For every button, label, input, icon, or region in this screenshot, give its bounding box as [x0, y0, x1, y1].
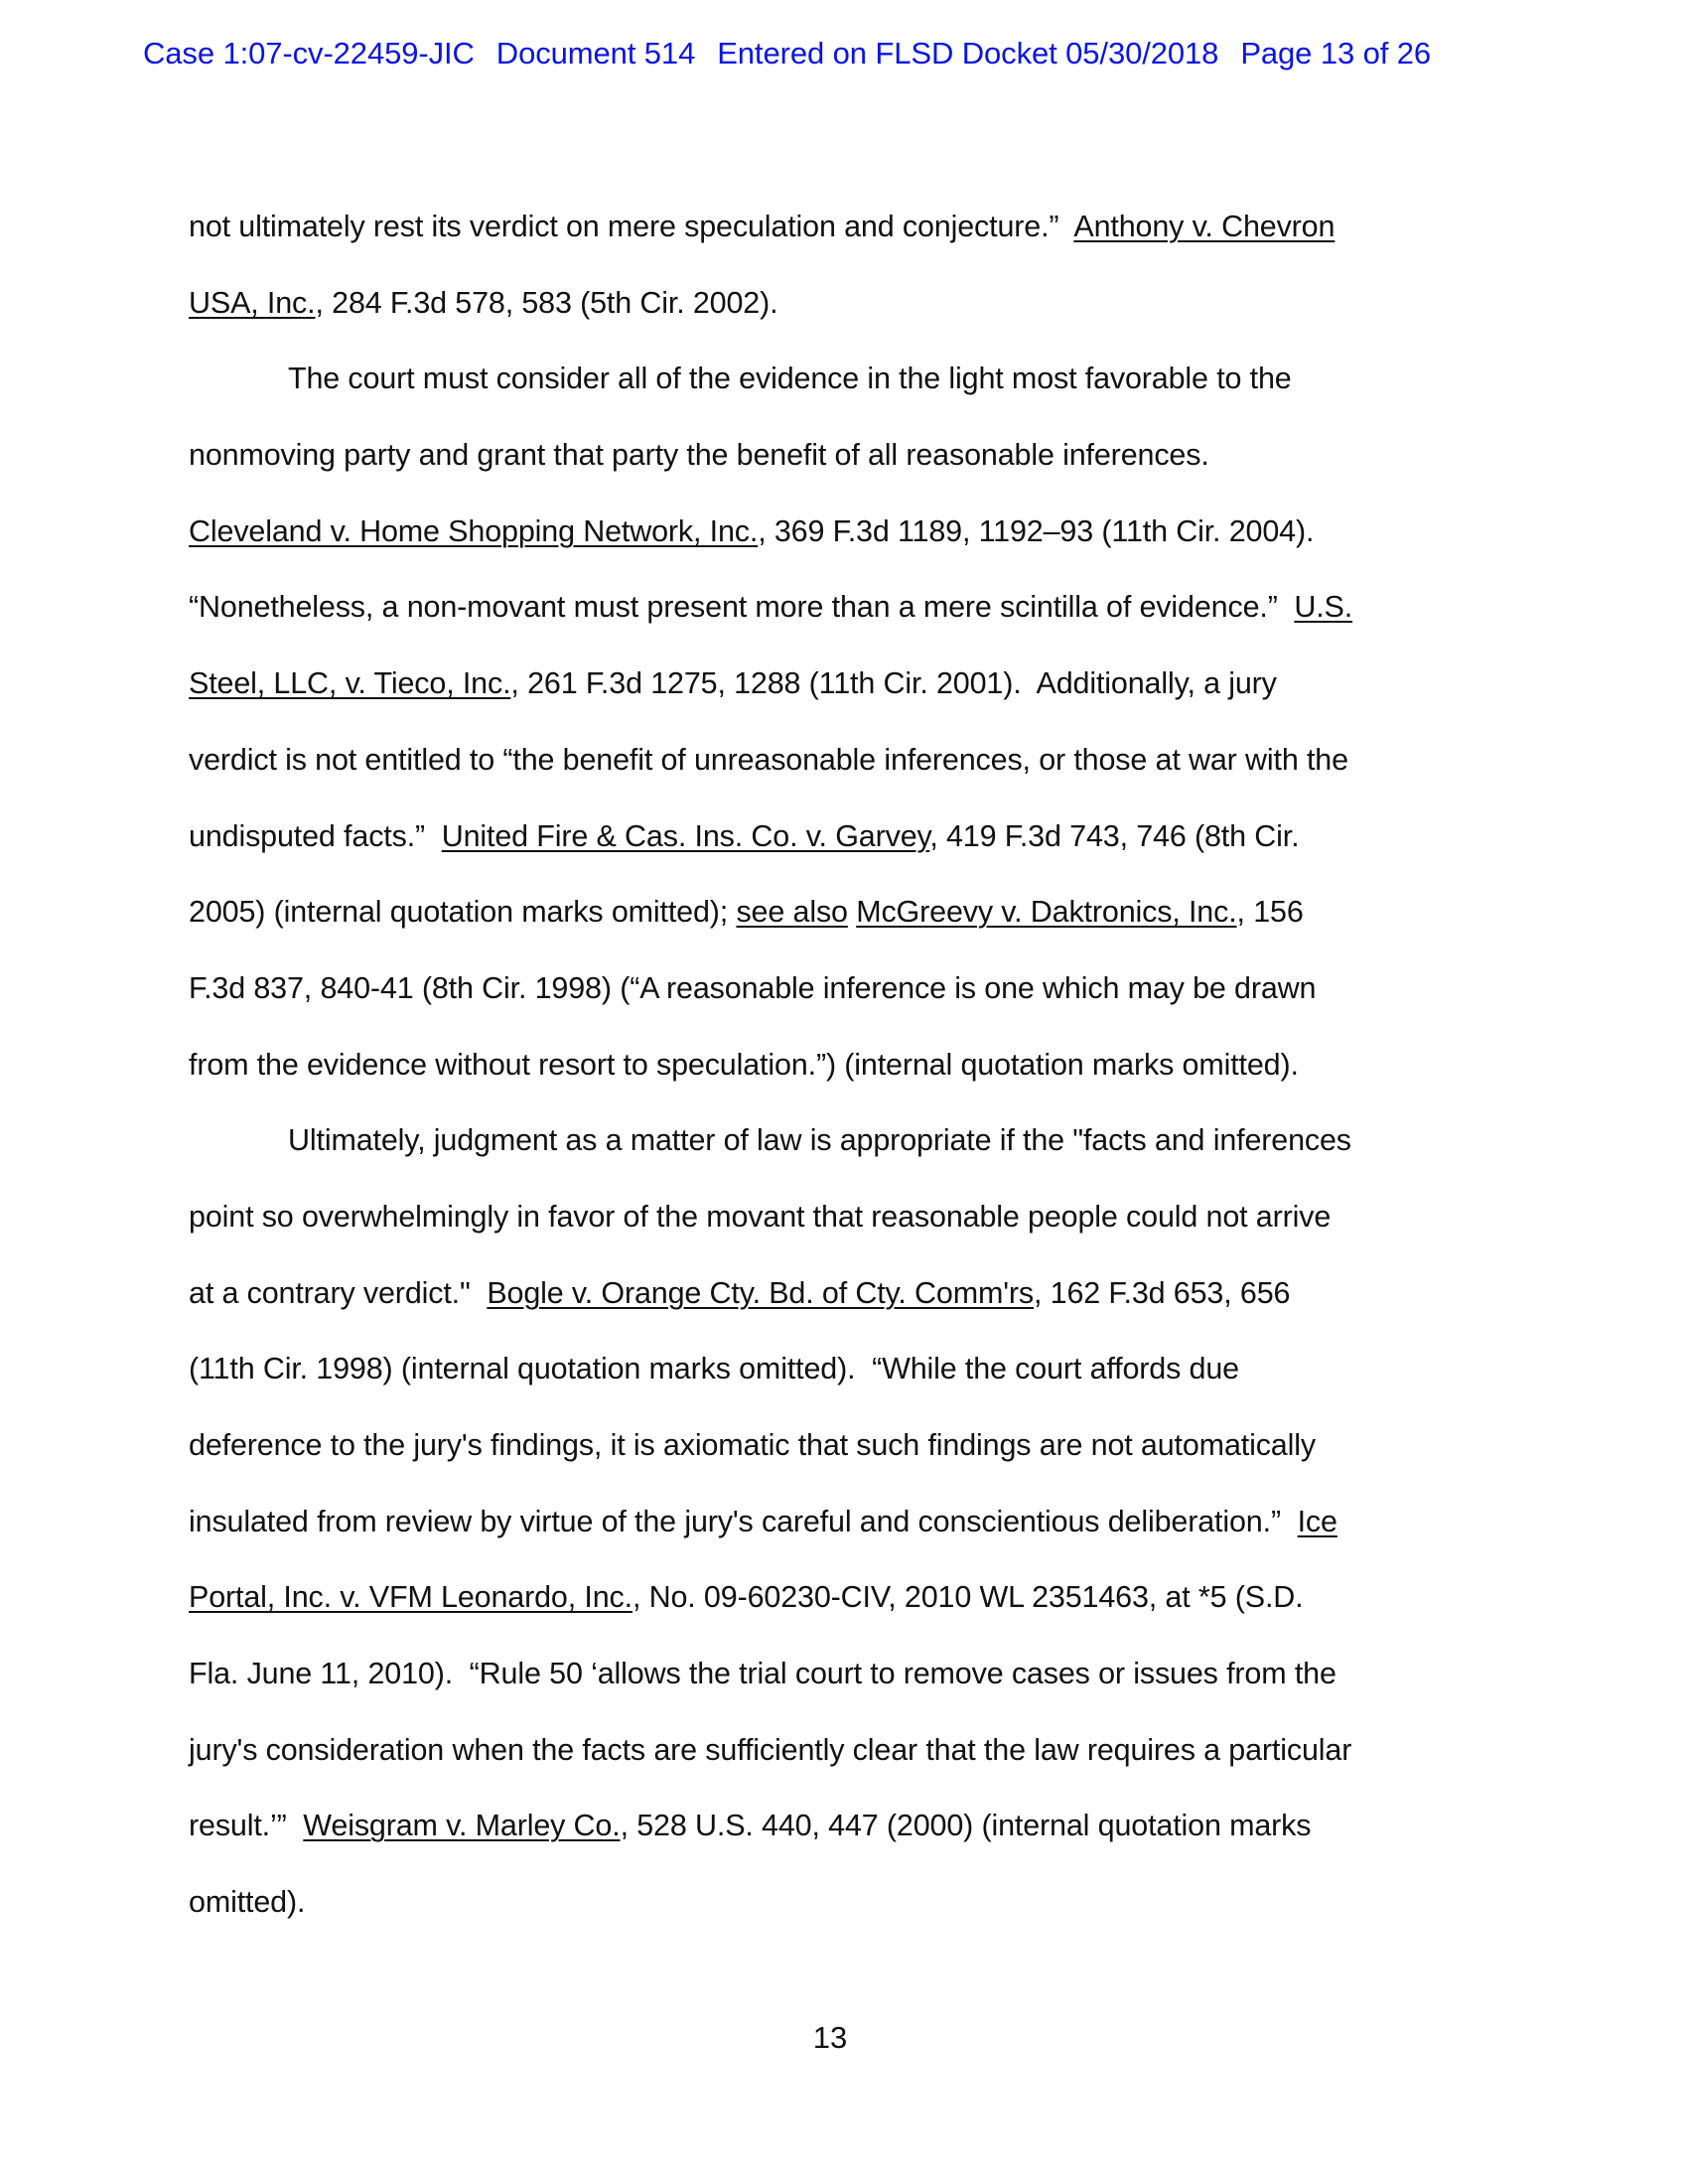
- text-line: [189, 1273, 1479, 1350]
- text-segment: not ultimately rest its verdict on mere speculation and conjecture.”: [189, 210, 1074, 243]
- text-segment: , 261 F.3d 1275, 1288 (11th Cir. 2001). Additionally, a jury: [510, 666, 1277, 701]
- text-line: [189, 435, 1479, 511]
- text-segment: , 419 F.3d 743, 746 (8th Cir.: [929, 818, 1300, 853]
- text-segment: , No. 09-60230-CIV, 2010 WL 2351463, at *5 (S.D.: [632, 1580, 1304, 1615]
- docket-header: [143, 36, 1553, 72]
- text-line: [189, 1730, 1479, 1807]
- text-line: [189, 892, 1479, 968]
- text-segment: [848, 895, 856, 929]
- text-segment: , 284 F.3d 578, 583 (5th Cir. 2002).: [315, 285, 778, 320]
- text-line: [189, 1882, 1479, 1959]
- text-line: [189, 283, 1479, 360]
- text-line: [189, 968, 1479, 1045]
- text-segment: nonmoving party and grant that party the benefit of all reasonable inferences.: [189, 438, 1209, 473]
- text-line: [189, 663, 1479, 740]
- text-segment: insulated from review by virtue of the jury's careful and conscientious deliberation.”: [189, 1504, 1298, 1538]
- document-body: [189, 207, 1479, 1959]
- text-segment: omitted).: [189, 1885, 306, 1920]
- text-segment: F.3d 837, 840-41 (8th Cir. 1998) (“A reasonable inference is one which may be drawn: [189, 970, 1317, 1005]
- text-line: [189, 1120, 1479, 1197]
- text-segment: point so overwhelmingly in favor of the movant that reasonable people could not arrive: [189, 1199, 1332, 1234]
- text-segment: (11th Cir. 1998) (internal quotation marks omitted). “While the court affords due: [189, 1352, 1239, 1386]
- text-line: [189, 1425, 1479, 1502]
- text-segment: , 162 F.3d 653, 656: [1034, 1275, 1291, 1310]
- text-line: [189, 1806, 1479, 1882]
- text-segment: “Nonetheless, a non-movant must present more than a mere scintilla of evidence.”: [189, 590, 1295, 625]
- case-citation: Cleveland v. Home Shopping Network, Inc.: [189, 513, 759, 548]
- text-line: [189, 816, 1479, 893]
- text-segment: , 369 F.3d 1189, 1192–93 (11th Cir. 2004).: [758, 513, 1315, 548]
- text-segment: undisputed facts.”: [189, 818, 442, 853]
- case-citation: see also: [736, 895, 848, 930]
- text-segment: deference to the jury's findings, it is axiomatic that such findings are not automatically: [189, 1428, 1316, 1462]
- case-citation: McGreevy v. Daktronics, Inc.: [856, 895, 1237, 930]
- text-line: [189, 1045, 1479, 1121]
- text-segment: Fla. June 11, 2010). “Rule 50 ‘allows the trial court to remove cases or issues from the: [189, 1657, 1336, 1691]
- text-line: [189, 740, 1479, 816]
- case-citation: USA, Inc.: [189, 285, 316, 320]
- text-segment: The court must consider all of the evidence in the light most favorable to the: [288, 362, 1292, 396]
- text-segment: at a contrary verdict.": [189, 1275, 488, 1310]
- case-citation: Ice: [1297, 1504, 1337, 1538]
- case-citation: Bogle v. Orange Cty. Bd. of Cty. Comm'rs: [487, 1275, 1035, 1310]
- text-line: [189, 359, 1479, 435]
- text-segment: 2005) (internal quotation marks omitted);: [189, 895, 737, 930]
- text-line: [189, 1349, 1479, 1425]
- entered-on-docket: Entered on FLSD Docket 05/30/2018: [717, 36, 1219, 71]
- case-citation: Anthony v. Chevron: [1073, 210, 1336, 243]
- case-citation: Steel, LLC, v. Tieco, Inc.: [189, 666, 511, 701]
- text-segment: result.’”: [189, 1809, 304, 1843]
- text-line: [189, 1197, 1479, 1273]
- text-segment: , 528 U.S. 440, 447 (2000) (internal quotation marks: [620, 1809, 1312, 1843]
- text-segment: verdict is not entitled to “the benefit of unreasonable inferences, or those at war with the: [189, 742, 1348, 777]
- text-segment: Ultimately, judgment as a matter of law is appropriate if the "facts and inferences: [288, 1123, 1351, 1158]
- text-segment: from the evidence without resort to speculation.”) (internal quotation marks omitted).: [189, 1047, 1299, 1082]
- case-citation: U.S.: [1294, 590, 1353, 625]
- text-segment: , 156: [1236, 895, 1304, 930]
- case-citation: United Fire & Cas. Ins. Co. v. Garvey: [441, 818, 930, 853]
- case-citation: Weisgram v. Marley Co.: [303, 1809, 621, 1843]
- case-number: Case 1:07-cv-22459-JIC: [143, 36, 475, 71]
- page-number: 13: [812, 2020, 848, 2055]
- text-line: [189, 207, 1479, 283]
- text-line: [189, 1654, 1479, 1730]
- document-number: Document 514: [495, 36, 696, 71]
- page-of-total: Page 13 of 26: [1240, 36, 1432, 71]
- case-citation: Portal, Inc. v. VFM Leonardo, Inc.: [189, 1580, 633, 1615]
- text-segment: jury's consideration when the facts are sufficiently clear that the law requires a particular: [189, 1732, 1352, 1767]
- text-line: [189, 1577, 1479, 1654]
- text-line: [189, 587, 1479, 663]
- text-line: [189, 511, 1479, 588]
- text-line: [189, 1502, 1479, 1578]
